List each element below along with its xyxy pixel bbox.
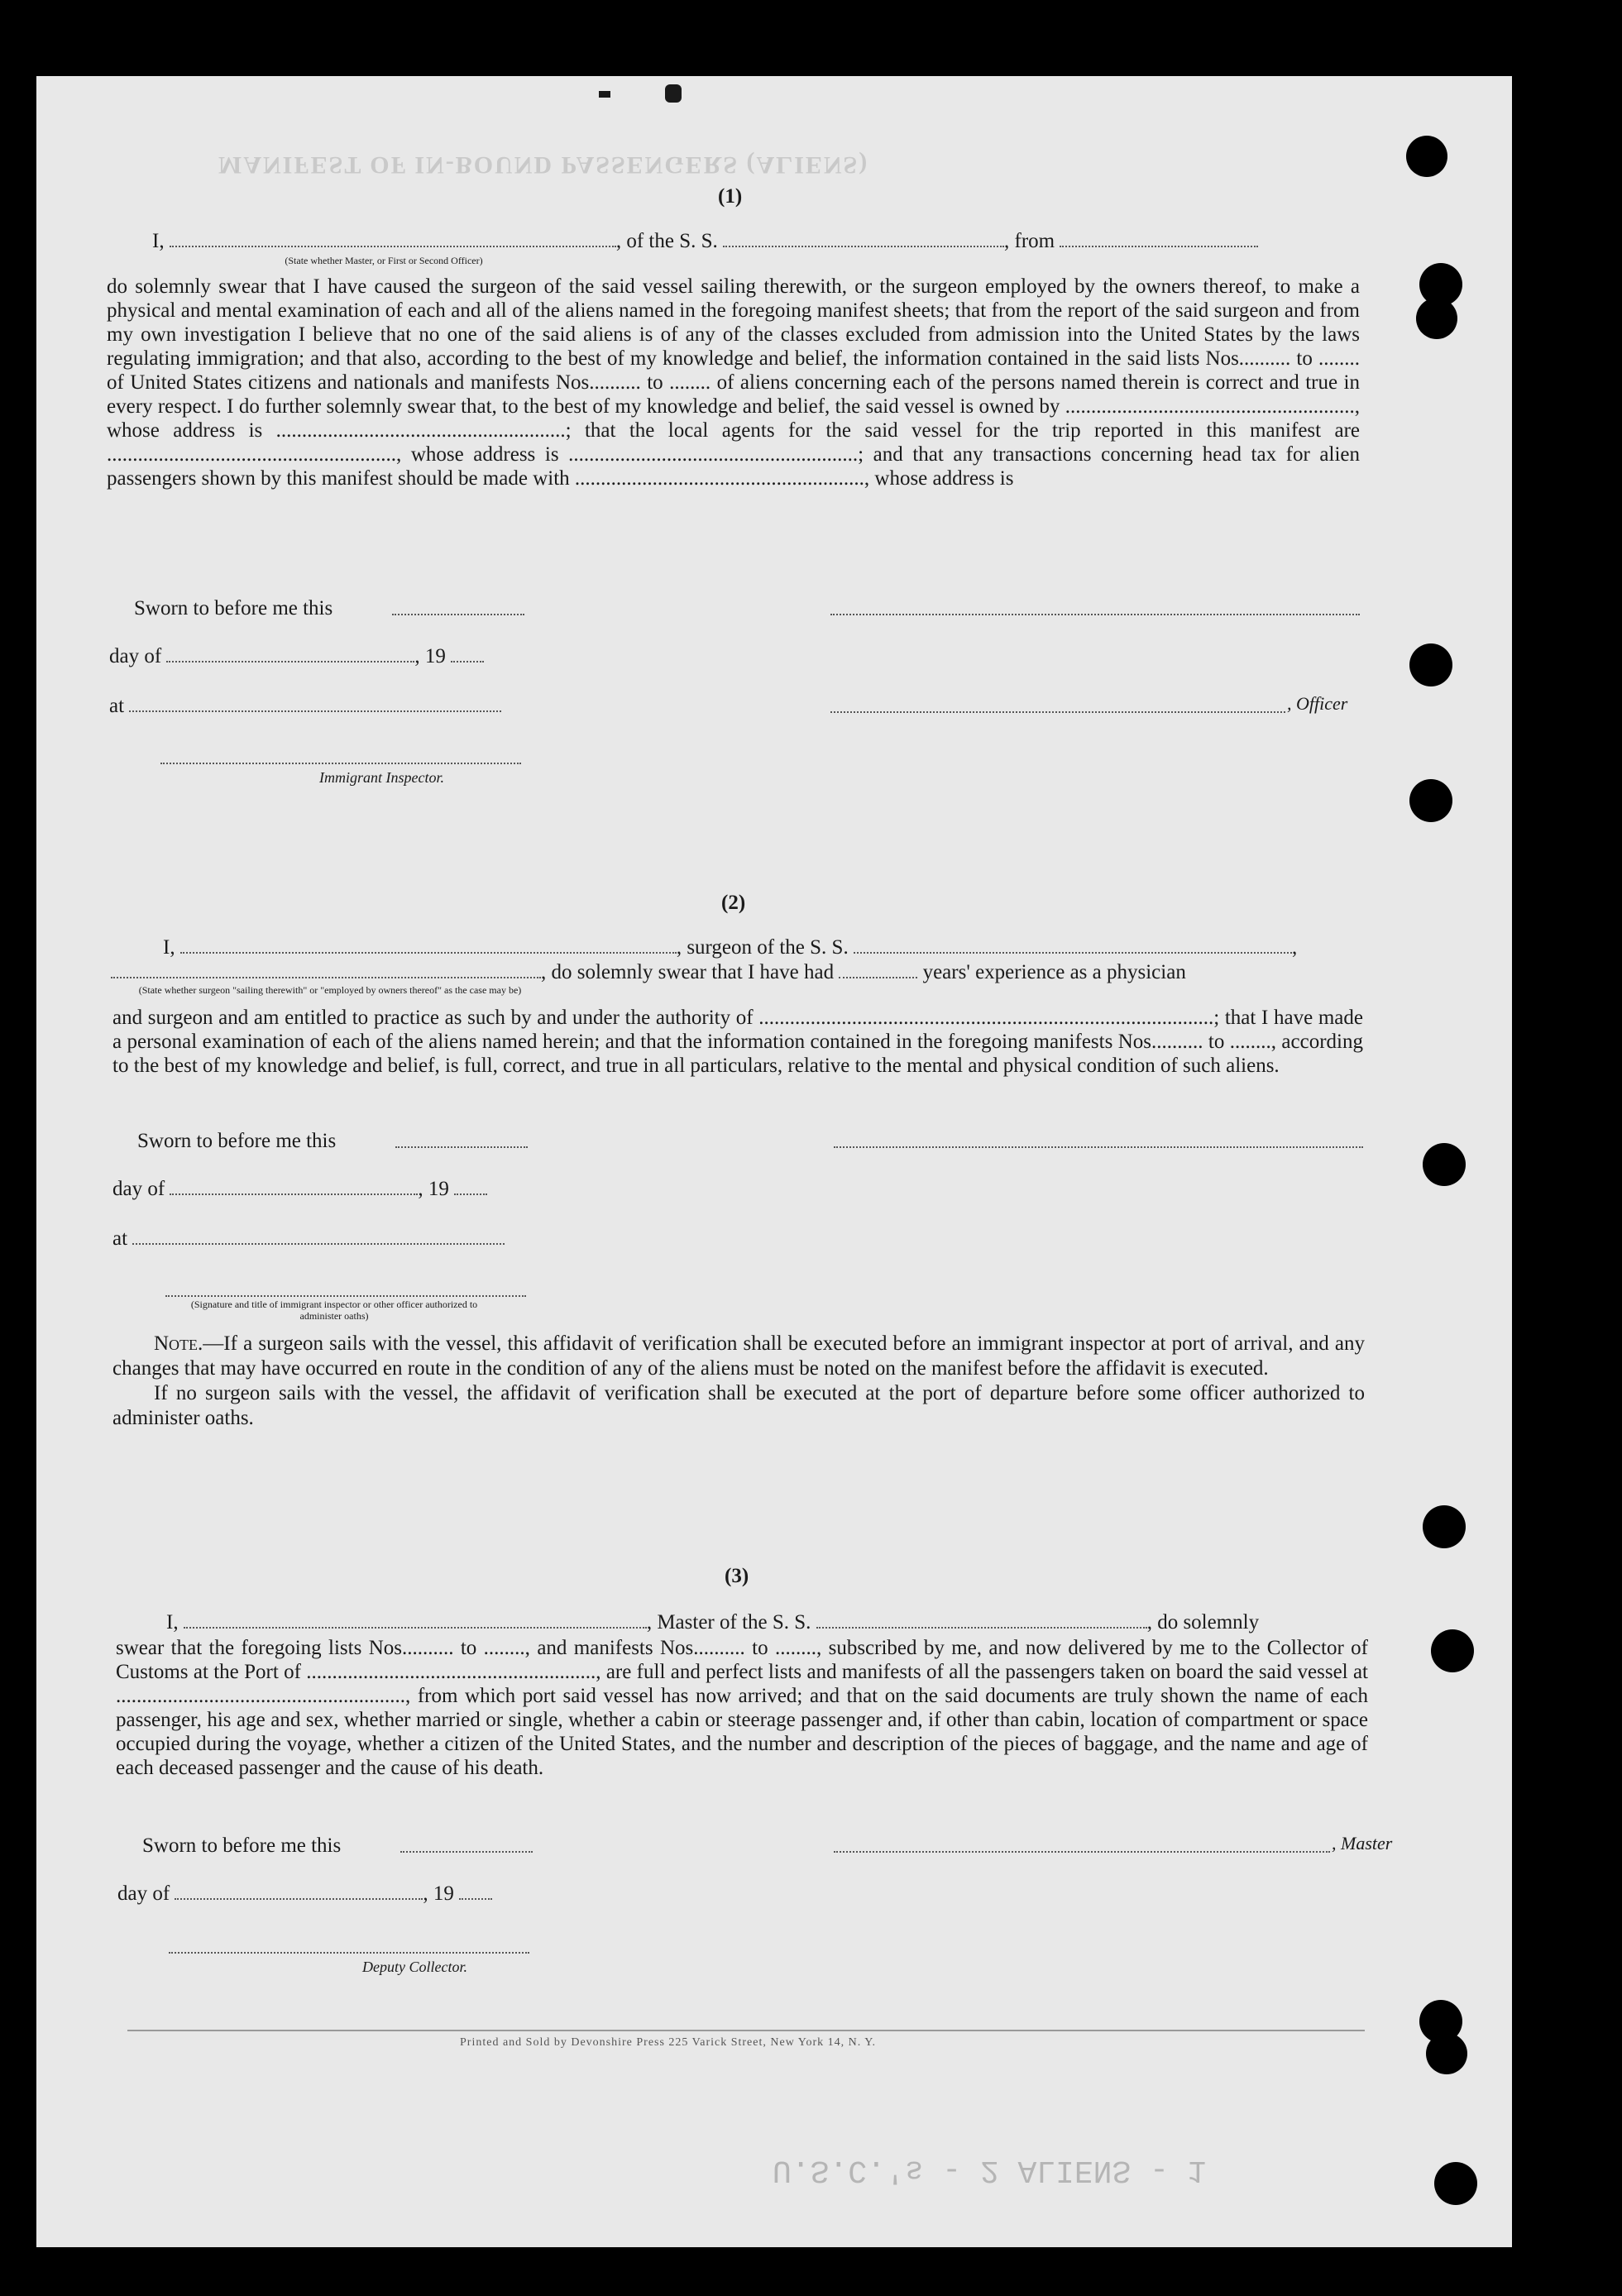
footer-rule xyxy=(127,2030,1365,2031)
day-of-line-1 xyxy=(109,645,484,668)
section-2-first-line: I, , surgeon of the S. S. , xyxy=(163,936,1298,959)
signature-caption: (Signature and title of immigrant inspector or other officer authorized to administer oaths) xyxy=(190,1299,478,1322)
section-1-number: (1) xyxy=(718,185,743,208)
surgeon-note xyxy=(112,1332,1365,1431)
inspector-label: Immigrant Inspector. xyxy=(319,769,444,786)
year-field-2[interactable] xyxy=(454,1179,487,1195)
sworn-label-3: Sworn to before me this xyxy=(142,1834,342,1857)
section-1-first-line xyxy=(152,230,1258,253)
master-signature-line[interactable] xyxy=(834,1851,1330,1853)
collector-label: Deputy Collector. xyxy=(362,1959,467,1975)
label-at: at xyxy=(112,1227,128,1250)
label-day-of: day of xyxy=(112,1178,165,1200)
place-field-2[interactable] xyxy=(132,1228,505,1245)
document-sheet xyxy=(36,76,1512,2247)
section-2-second-line xyxy=(111,961,1186,984)
year-field-3[interactable] xyxy=(459,1883,492,1900)
years-field[interactable] xyxy=(839,962,917,978)
day-of-field-1[interactable] xyxy=(166,646,414,662)
day-of-field-3[interactable] xyxy=(175,1883,423,1900)
label-19: , 19 xyxy=(423,1882,454,1905)
label-i: I, xyxy=(152,230,165,252)
officer-title-line[interactable] xyxy=(830,711,1285,713)
label-19: , 19 xyxy=(418,1178,449,1200)
punch-hole xyxy=(1423,1143,1466,1186)
day-of-line-3 xyxy=(117,1882,492,1906)
ghost-bottom-text: U.S.C.'s - 2 ALIENS - 1 xyxy=(773,2152,1207,2188)
sworn-date-field-2[interactable] xyxy=(395,1146,528,1148)
label-from: , from xyxy=(1004,230,1055,252)
section-3-first-line xyxy=(166,1611,1259,1634)
label-at: at xyxy=(109,695,125,717)
punch-hole xyxy=(1434,2162,1477,2205)
officer-signature-line[interactable] xyxy=(830,614,1360,615)
punch-hole xyxy=(1431,1629,1474,1672)
at-line-1 xyxy=(109,695,501,718)
label-i: I, xyxy=(166,1611,179,1634)
section-3-oath-text: swear that the foregoing lists Nos.......... to ........, and manifests Nos.......... to ........, subscribed by me, and now delivered by me to the Collector of Customs at the Port of ........................................................, are full and perfect lists and manifests of all the passengers taken on board the said vessel at ........................................................, from which port said vessel has now arrived; and that on the said documents are truly shown the name of each passenger, his age and sex, whether married or single, whether a cabin or steerage passenger and, if other than cabin, location of compartment or space occupied during the voyage, whether a citizen of the United States, and the number and description of the pieces of baggage, and the name and age of each deceased passenger and the cause of his death. xyxy=(116,1637,1368,1779)
punch-hole xyxy=(1409,643,1452,686)
section-1-oath-text: do solemnly swear that I have caused the surgeon of the said vessel sailing therewith, or the surgeon employed by the owners thereof, to make a physical and mental examination of each and all of the aliens named in the foregoing manifest sheets; that from the report of the said surgeon and from my own investigation I believe that no one of the said aliens is of any of the classes excluded from admission into the United States by the laws regulating immigration; and that also, according to the best of my knowledge and belief, the information contained in the said lists Nos.......... to ........ of United States citizens and nationals and manifests Nos.......... to ........ of aliens concerning each of the persons named therein is correct and true in every respect. I do further solemnly swear that, to the best of my knowledge and belief, the said vessel is owned by ........................................................, whose address is ........................................................; that the local agents for the said vessel for the trip reported in this manifest are ........................................................, whose address is ........................................................; and that any transactions concerning head tax for alien passengers shown by this manifest should be made with ........................................................, whose address is xyxy=(107,275,1360,490)
label-day-of: day of xyxy=(117,1882,170,1905)
at-line-2 xyxy=(112,1227,505,1251)
surgeon-ship-field[interactable] xyxy=(854,937,1292,954)
surgeon-signature-line[interactable] xyxy=(834,1146,1363,1148)
officer-name-field[interactable] xyxy=(170,231,616,247)
punch-hole xyxy=(1423,1505,1466,1548)
label-do-solemnly: , do solemnly xyxy=(1146,1611,1260,1634)
sworn-date-field-3[interactable] xyxy=(400,1851,533,1853)
master-ship-field[interactable] xyxy=(816,1612,1147,1629)
inspector-signature-line-2[interactable] xyxy=(165,1295,526,1297)
master-name-field[interactable] xyxy=(184,1612,647,1629)
year-field-1[interactable] xyxy=(451,646,484,662)
punch-hole xyxy=(1406,136,1447,177)
ink-mark xyxy=(599,91,610,98)
punch-hole xyxy=(1426,2033,1467,2074)
sworn-label-2: Sworn to before me this xyxy=(137,1130,337,1152)
punch-hole xyxy=(1409,779,1452,822)
day-of-field-2[interactable] xyxy=(170,1179,418,1195)
label-do-solemnly-swear: , do solemnly swear that I have had xyxy=(541,961,835,983)
day-of-line-2 xyxy=(112,1178,487,1201)
note-text-1: —If a surgeon sails with the vessel, this affidavit of verification shall be executed before an immigrant inspector at port of arrival, and any changes that may have occurred en route in the condition of any of the aliens must be noted on the manifest before the affidavit is executed. xyxy=(112,1332,1365,1380)
label-surgeon-of-ss: , surgeon of the S. S. xyxy=(676,936,849,959)
note-text-2: If no surgeon sails with the vessel, the affidavit of verification shall be executed at the port of departure before some officer authorized to administer oaths. xyxy=(112,1382,1365,1429)
surgeon-status-caption: (State whether surgeon "sailing therewith" or "employed by owners thereof" as the case may be) xyxy=(138,984,522,996)
departure-port-field[interactable] xyxy=(1060,231,1258,247)
inspector-signature-line[interactable] xyxy=(160,763,521,764)
sworn-label-1: Sworn to before me this xyxy=(134,597,333,619)
ship-name-field[interactable] xyxy=(723,231,1004,247)
surgeon-status-field[interactable] xyxy=(111,962,541,978)
label-years-experience: years' experience as a physician xyxy=(922,961,1186,983)
label-19: , 19 xyxy=(414,645,446,667)
label-day-of: day of xyxy=(109,645,162,667)
section-2-number: (2) xyxy=(721,892,746,914)
section-3-number: (3) xyxy=(725,1565,749,1587)
officer-label: , Officer xyxy=(1287,693,1348,714)
officer-rank-caption: (State whether Master, or First or Second Officer) xyxy=(285,255,483,266)
sworn-date-field-1[interactable] xyxy=(392,614,524,615)
surgeon-name-field[interactable] xyxy=(180,937,677,954)
ghost-title: MANIFEST OF IN-BOUND PASSENGERS (ALIENS) xyxy=(218,151,869,179)
place-field-1[interactable] xyxy=(129,696,501,712)
master-label: , Master xyxy=(1332,1833,1393,1854)
label-of-ss: , of the S. S. xyxy=(615,230,718,252)
note-label: Note. xyxy=(154,1332,203,1355)
label-master-of-ss: , Master of the S. S. xyxy=(646,1611,811,1634)
printer-imprint: Printed and Sold by Devonshire Press 225 Varick Street, New York 14, N. Y. xyxy=(460,2036,877,2049)
ink-mark xyxy=(665,84,682,103)
section-2-oath-text: and surgeon and am entitled to practice as such by and under the authority of ........................................................................................; that I have made a personal examination of each of the aliens named herein; and that the information contained in the foregoing manifests Nos.......... to ........, according to the best of my knowledge and belief, is full, correct, and true in all particulars, relative to the mental and physical condition of such aliens. xyxy=(112,1007,1363,1077)
punch-hole xyxy=(1416,298,1457,339)
collector-signature-line[interactable] xyxy=(169,1952,529,1954)
label-i: I, xyxy=(163,936,175,959)
